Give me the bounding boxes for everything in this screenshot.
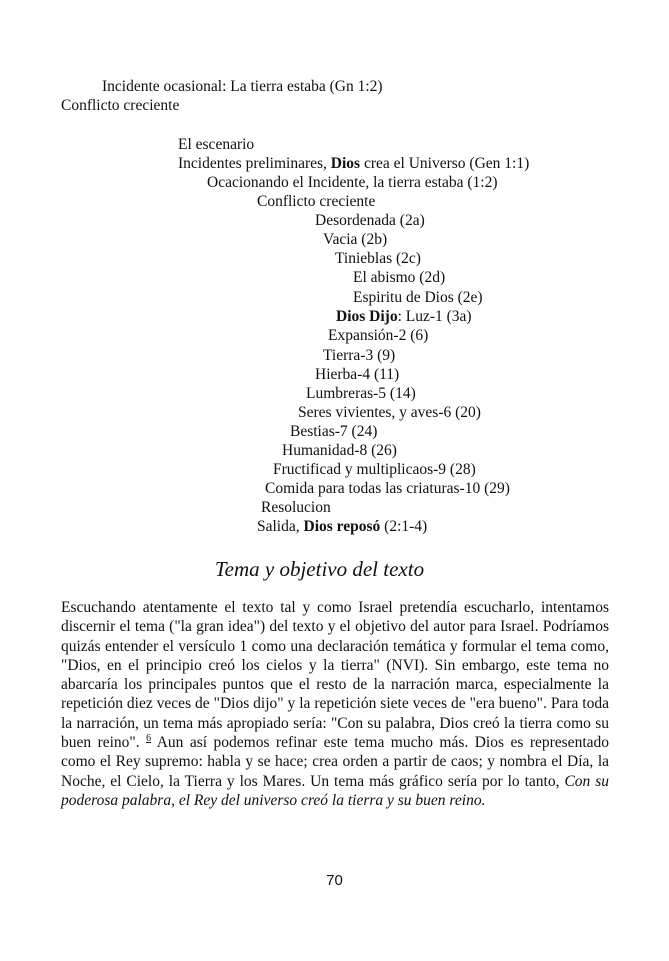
outline-line-22 xyxy=(261,498,331,517)
outline-line-8 xyxy=(323,230,387,249)
body-paragraph xyxy=(61,598,609,810)
footnote-ref: 6 xyxy=(146,732,152,744)
outline-line-10 xyxy=(353,268,445,287)
outline-line-11 xyxy=(353,288,483,307)
outline-text: Tinieblas (2c) xyxy=(335,250,421,267)
paragraph-text: Escuchando atentamente el texto tal y como Israel pretendía escucharlo, intentamos discernir el tema ("la gran idea") del texto y el objetivo del autor para Israel. Podríamos quizás entender el versículo 1 como una declaración temática y formular el tema como, "Dios, en el principio creó los cielos y la tierra" (NVI). Sin embargo, este tema no abarcaría los principales puntos que el resto de la narración marca, especialmente la repetición diez veces de "Dios dijo" y la repetición siete veces de "era bueno". Para toda la narración, un tema más apropiado sería: "Con su palabra, Dios creó la tierra como su buen reino". xyxy=(61,599,609,752)
outline-text: Conflicto creciente xyxy=(257,193,376,210)
outline-line-5 xyxy=(207,173,497,192)
outline-text: Ocacionando el Incidente, la tierra estaba (1:2) xyxy=(207,174,498,191)
outline-text: Resolucion xyxy=(261,499,331,516)
outline-text: Comida para todas las criaturas-10 (29) xyxy=(265,480,510,497)
outline-text: Fructificad y multiplicaos-9 (28) xyxy=(273,461,476,478)
outline-text: Conflicto creciente xyxy=(61,97,180,114)
outline-text: crea el Universo (Gen 1:1) xyxy=(360,155,530,172)
outline-line-4 xyxy=(178,154,529,173)
outline-line-20 xyxy=(273,460,476,479)
outline-text: Bestias-7 (24) xyxy=(290,423,378,440)
outline-line-9 xyxy=(335,249,421,268)
outline-text: : Luz-1 (3a) xyxy=(397,308,472,325)
outline-text: Vacia (2b) xyxy=(323,231,388,248)
outline-line-7 xyxy=(315,211,425,230)
outline-line-2 xyxy=(61,96,179,115)
outline-text: Dios xyxy=(330,155,361,172)
outline-text: (2:1-4) xyxy=(380,518,428,535)
page-number: 70 xyxy=(326,872,343,889)
outline-line-18 xyxy=(290,422,377,441)
outline-line-15 xyxy=(315,365,399,384)
paragraph-text: Aun así podemos refinar este tema mucho más. Dios es representado como el Rey supremo: habla y se hace; crea orden a partir de caos; y nombra el Día, la Noche, el Cielo, la Tierra y los Mares. Un tema más gráfico sería por lo tanto, xyxy=(61,734,609,790)
outline-line-17 xyxy=(298,403,481,422)
outline-line-16 xyxy=(306,384,416,403)
outline-text: Incidente ocasional: La tierra estaba (Gn 1:2) xyxy=(102,78,383,95)
theme-statement: Con su poderosa palabra, el Rey del universo creó la tierra y su buen reino. xyxy=(61,772,609,809)
outline-text: Desordenada (2a) xyxy=(315,212,425,229)
outline-text: Dios reposó xyxy=(303,518,381,535)
outline-text: Lumbreras-5 (14) xyxy=(306,385,416,402)
outline-line-23 xyxy=(257,517,427,536)
outline-text: Dios Dijo xyxy=(336,308,398,325)
outline-line-12 xyxy=(336,307,472,326)
outline-line-13 xyxy=(328,326,428,345)
outline-text: El abismo (2d) xyxy=(353,269,446,286)
outline-text: Humanidad-8 (26) xyxy=(282,442,397,459)
outline-text: Salida, xyxy=(257,518,304,535)
outline-line-21 xyxy=(265,479,510,498)
outline-text: Hierba-4 (11) xyxy=(315,366,400,383)
outline-text: El escenario xyxy=(178,136,255,153)
outline-line-1 xyxy=(102,77,383,96)
section-heading: Tema y objetivo del texto xyxy=(214,557,425,581)
outline-text: Incidentes preliminares, xyxy=(178,155,331,172)
outline-line-14 xyxy=(323,346,395,365)
outline-line-6 xyxy=(257,192,375,211)
outline-line-3 xyxy=(178,135,254,154)
outline-text: Espiritu de Dios (2e) xyxy=(353,289,483,306)
outline-text: Seres vivientes, y aves-6 (20) xyxy=(298,404,481,421)
outline-text: Expansión-2 (6) xyxy=(328,327,429,344)
outline-line-19 xyxy=(282,441,397,460)
outline-text: Tierra-3 (9) xyxy=(323,347,396,364)
